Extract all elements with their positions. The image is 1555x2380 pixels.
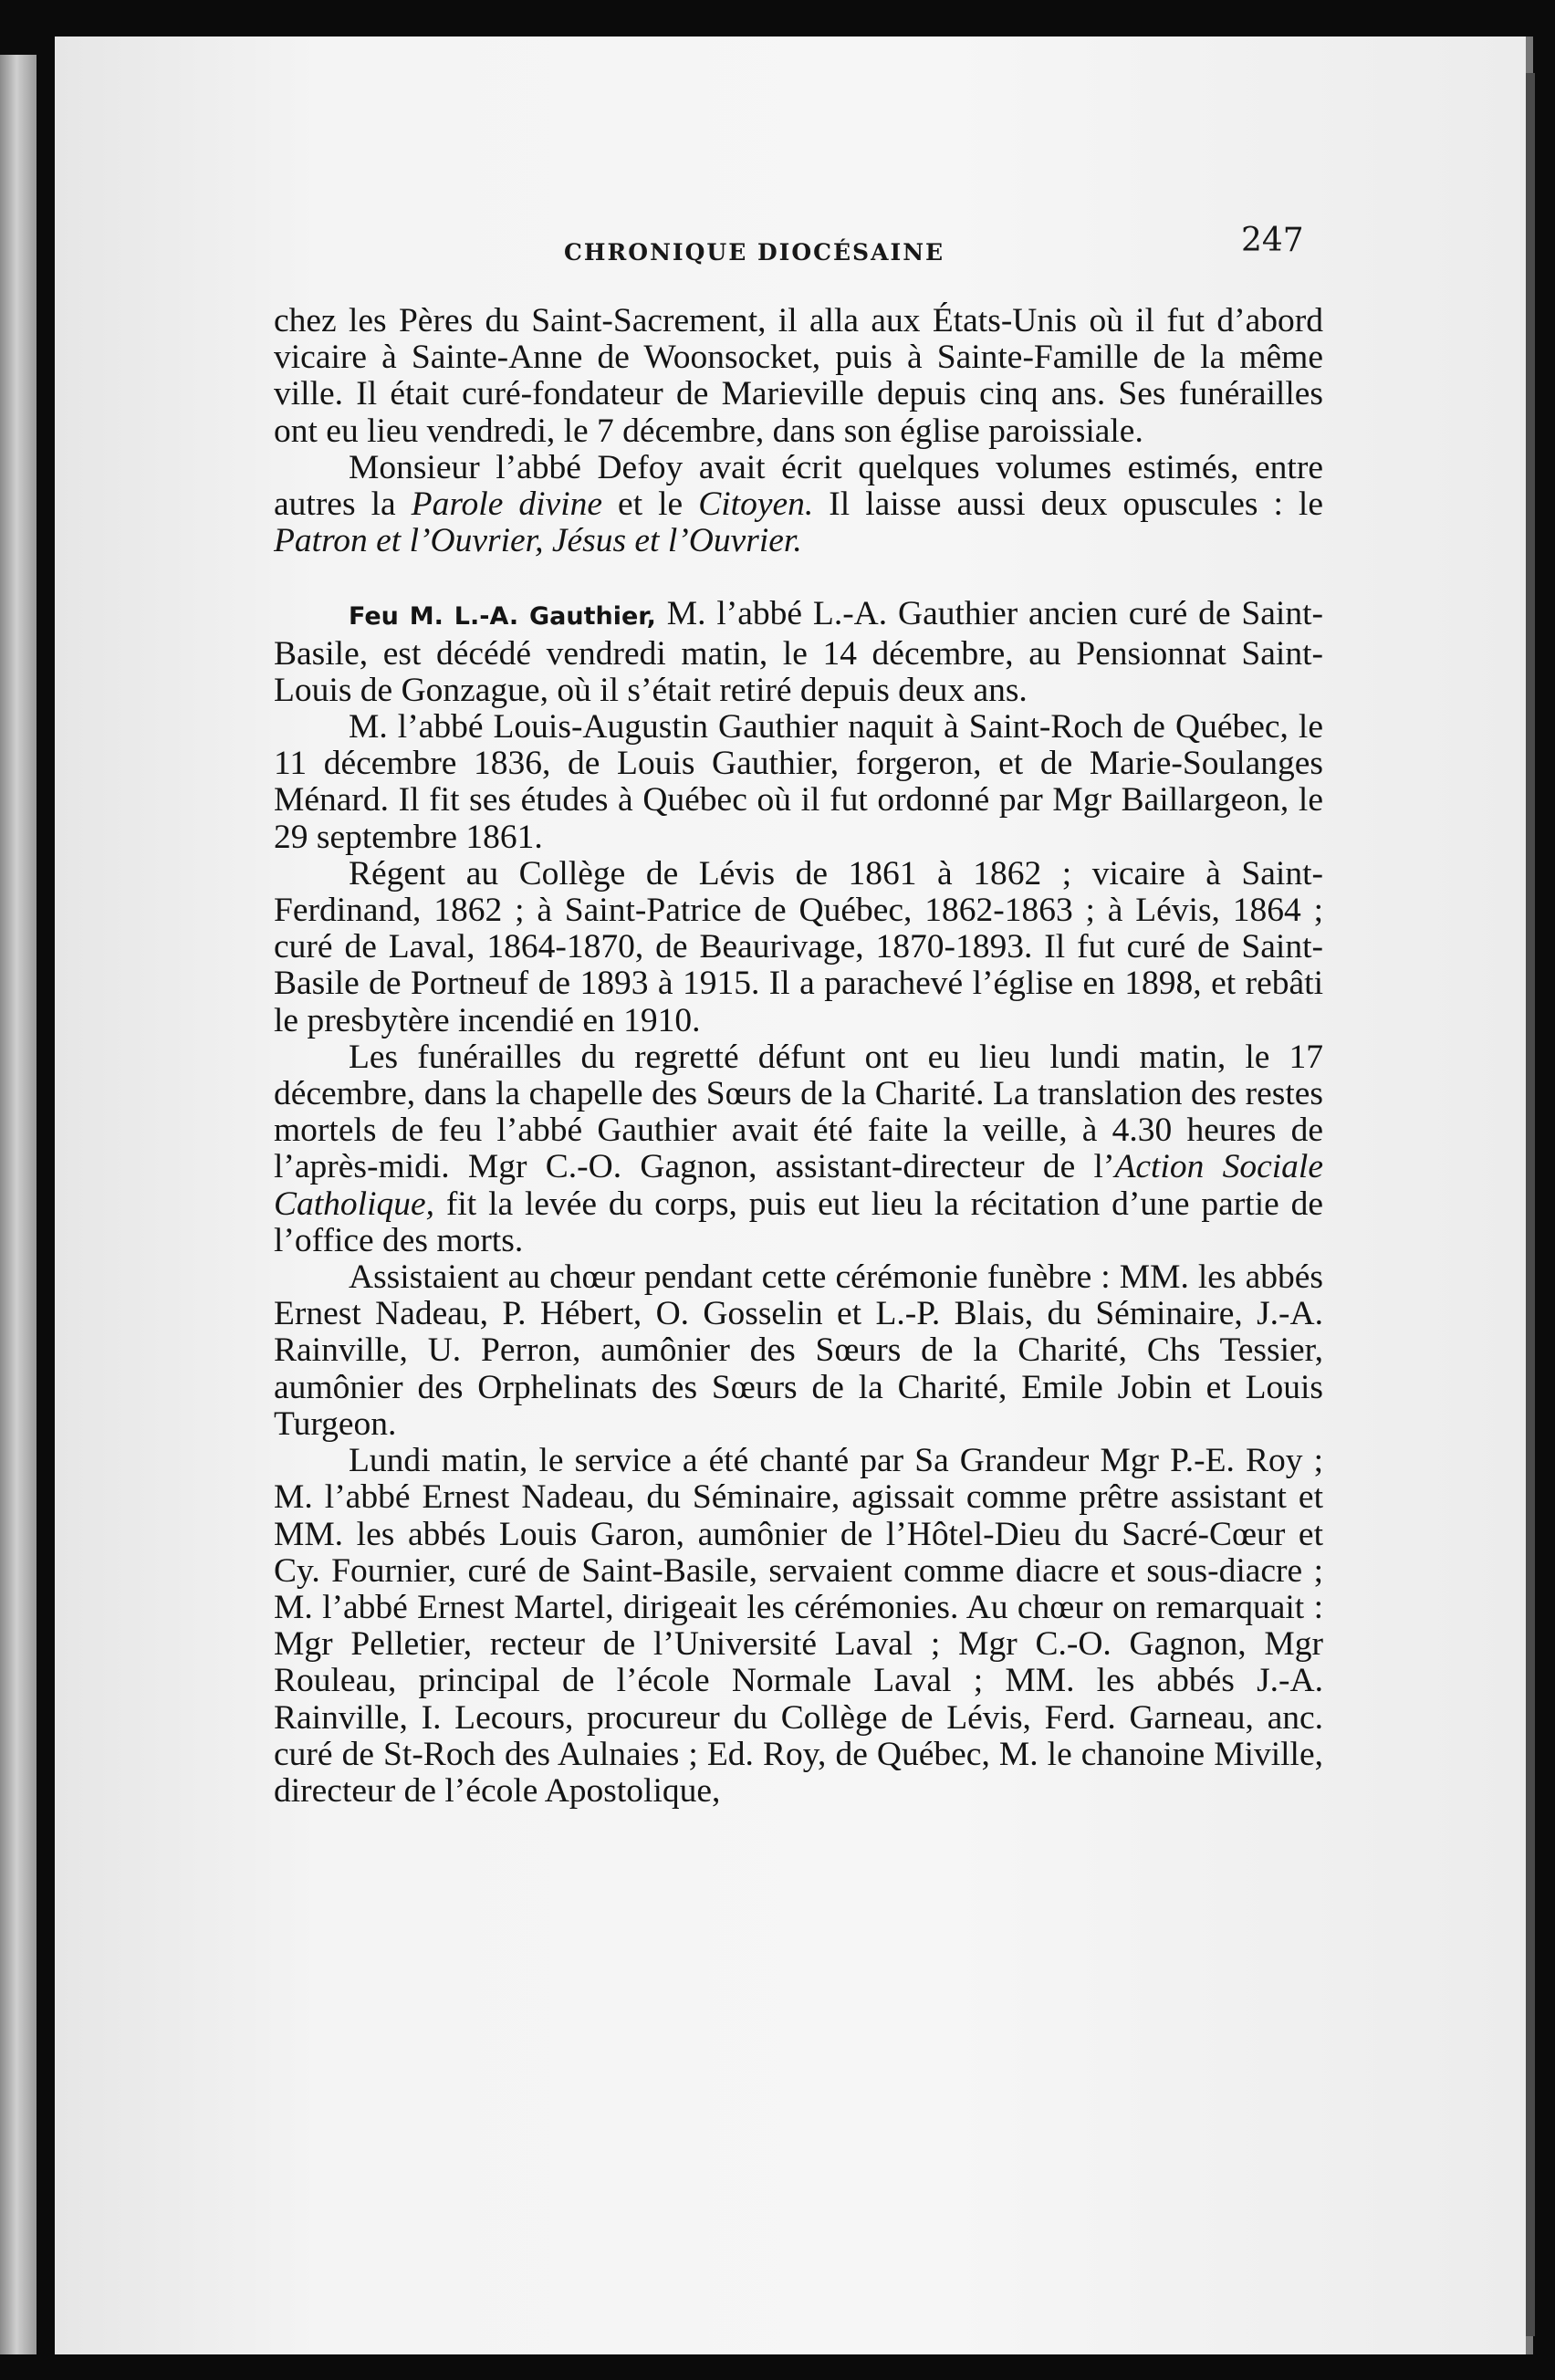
paragraph-p3 bbox=[274, 596, 1323, 709]
text-run: M. l’abbé L.-A. Gauthier ancien curé de Saint-Basile, est décédé vendredi matin, le 14 décembre, au Pensionnat Saint-Louis de Gonzague, où il s’était retiré depuis deux ans. bbox=[274, 595, 1323, 709]
paragraph-p5 bbox=[274, 856, 1323, 1039]
paragraph-lead-heading: Feu M. L.-A. Gauthier, bbox=[349, 602, 656, 632]
page-edge-shadow bbox=[1526, 73, 1535, 2336]
italic-title: Action Sociale Catholique, bbox=[274, 1148, 1323, 1223]
text-run: fit la levée du corps, puis eut lieu la récitation d’une partie de l’office des morts. bbox=[274, 1185, 1323, 1259]
page-number: 247 bbox=[1241, 222, 1304, 259]
paragraph-p7 bbox=[274, 1259, 1323, 1443]
paragraph-p6 bbox=[274, 1039, 1323, 1259]
body-text bbox=[274, 303, 1323, 1810]
text-run: M. l’abbé Louis-Augustin Gauthier naquit à Saint-Roch de Québec, le 11 décembre 1836, de Louis Gauthier, forgeron, et de Marie-Soulanges Ménard. Il fit ses études à Québec où il fut ordonné par Mgr Baillargeon, le 29 septembre 1861. bbox=[274, 708, 1323, 856]
paragraph-p8 bbox=[274, 1443, 1323, 1810]
text-run: et le bbox=[602, 485, 699, 524]
italic-title: Citoyen. bbox=[698, 485, 814, 524]
italic-title: Patron et l’Ouvrier, Jésus et l’Ouvrier. bbox=[274, 522, 802, 560]
paragraph-p4 bbox=[274, 709, 1323, 856]
italic-title: Parole divine bbox=[411, 485, 603, 524]
text-run: Il laisse aussi deux opuscules : le bbox=[813, 485, 1323, 524]
text-run: Les funérailles du regretté défunt ont eu lieu lundi matin, le 17 décembre, dans la chapelle des Sœurs de la Charité. La translation des restes mortels de feu l’abbé Gauthier avait été faite la veille, à 4.30 heures de l’après-midi. Mgr C.-O. Gagnon, assistant-directeur de l’ bbox=[274, 1038, 1323, 1186]
paragraph-p1 bbox=[274, 303, 1323, 450]
paragraph-p2 bbox=[274, 450, 1323, 560]
previous-page-edge bbox=[0, 55, 37, 2354]
running-head: CHRONIQUE DIOCÉSAINE bbox=[564, 239, 945, 266]
text-run: chez les Pères du Saint-Sacrement, il alla aux États-Unis où il fut d’abord vicaire à Sainte-Anne de Woonsocket, puis à Sainte-Famille de la même ville. Il était curé-fondateur de Marieville depuis cinq ans. Ses funérailles ont eu lieu vendredi, le 7 décembre, dans son église paroissiale. bbox=[274, 302, 1323, 450]
text-run: Lundi matin, le service a été chanté par Sa Grandeur Mgr P.-E. Roy ; M. l’abbé Ernest Nadeau, du Séminaire, agissait comme prêtre assistant et MM. les abbés Louis Garon, aumônier de l’Hôtel-Dieu du Sacré-Cœur et Cy. Fournier, curé de Saint-Basile, servaient comme diacre et sous-diacre ; M. l’abbé Ernest Martel, dirigeait les cérémonies. Au chœur on remarquait : Mgr Pelletier, recteur de l’Université Laval ; Mgr C.-O. Gagnon, Mgr Rouleau, principal de l’école Normale Laval ; MM. les abbés J.-A. Rainville, I. Lecours, procureur du Collège de Lévis, Ferd. Garneau, anc. curé de St-Roch des Aulnaies ; Ed. Roy, de Québec, M. le chanoine Miville, directeur de l’école Apostolique, bbox=[274, 1442, 1323, 1810]
text-run: Monsieur l’abbé Defoy avait écrit quelques volumes estimés, entre autres la bbox=[274, 448, 1323, 524]
text-run: Assistaient au chœur pendant cette cérémonie funèbre : MM. les abbés Ernest Nadeau, P. Hébert, O. Gosselin et L.-P. Blais, du Séminaire, J.-A. Rainville, U. Perron, aumônier des Sœurs de la Charité, Chs Tessier, aumônier des Orphelinats des Sœurs de la Charité, Emile Jobin et Louis Turgeon. bbox=[274, 1258, 1323, 1443]
text-run: Régent au Collège de Lévis de 1861 à 1862 ; vicaire à Saint-Ferdinand, 1862 ; à Saint-Patrice de Québec, 1862-1863 ; à Lévis, 1864 ; curé de Laval, 1864-1870, de Beaurivage, 1870-1893. Il fut curé de Saint-Basile de Portneuf de 1893 à 1915. Il a parachevé l’église en 1898, et rebâti le presbytère incendié en 1910. bbox=[274, 854, 1323, 1039]
